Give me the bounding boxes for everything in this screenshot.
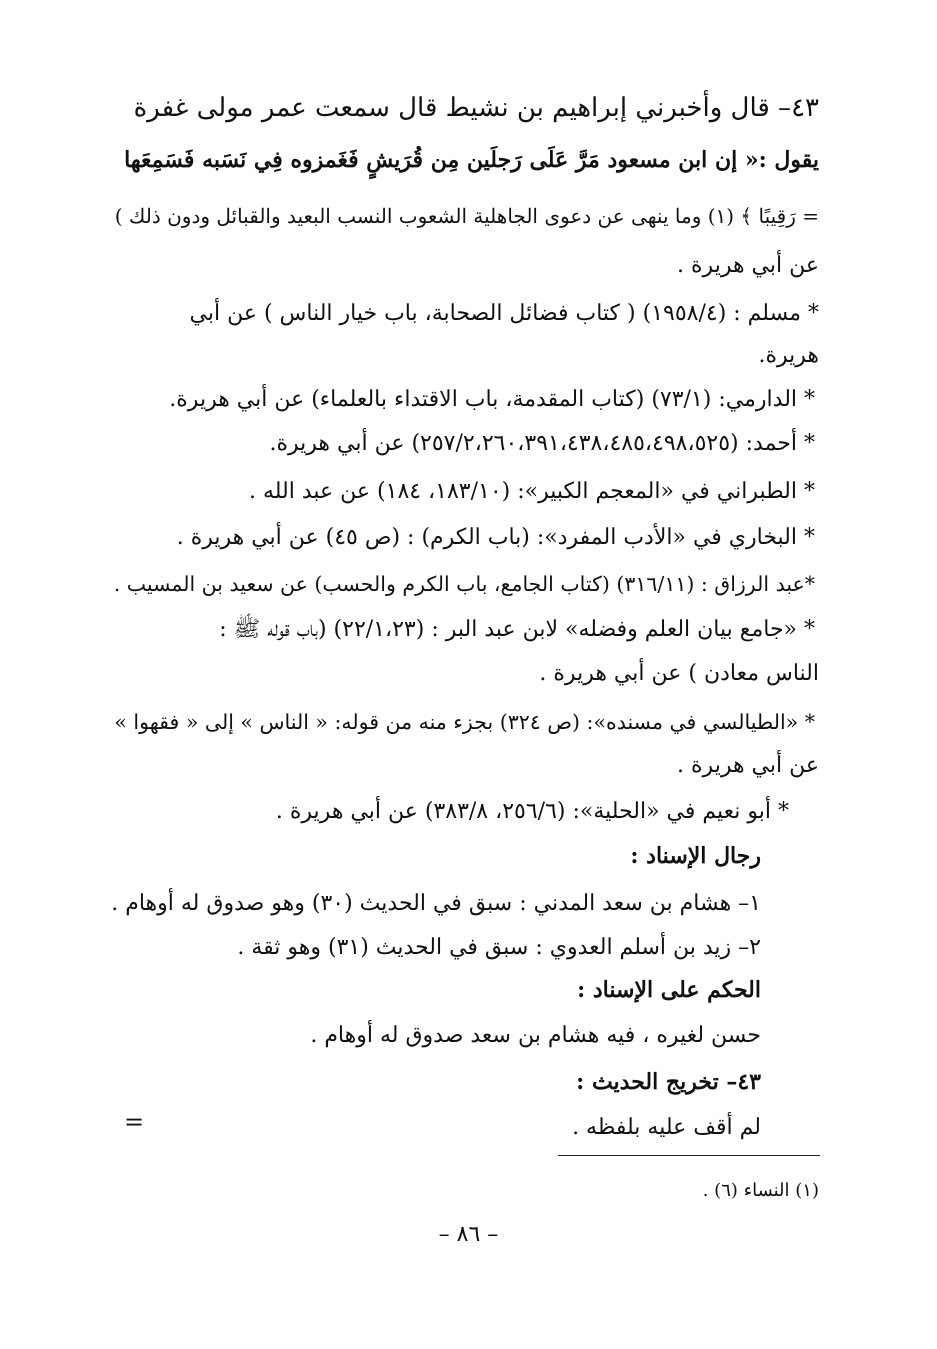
text-line-3: = رَقِيبًا ﴾ (١) وما ينهى عن دعوى الجاهلية الشعوب النسب البعيد والقبائل ودون ذلك )	[114, 204, 819, 228]
takhrij-tayalisi: * «الطيالسي في مسنده»: (ص ٣٢٤) بجزء منه من قوله: « الناس » إلى « فقهوا »	[114, 710, 815, 734]
heading-rijal: رجال الإسناد :	[630, 843, 761, 869]
heading-takhrij-43: ٤٣– تخريج الحديث :	[576, 1069, 761, 1095]
takhrij-ibn-abd-albarr: * «جامع بيان العلم وفضله» لابن عبد البر : (٢٢/١،٢٣) (باب قوله ﷺ :	[219, 617, 815, 642]
takhrij-abdulrazzaq: *عبد الرزاق : (٣١٦/١١) (كتاب الجامع، باب الكرم والحسب) عن سعيد بن المسيب .	[113, 572, 815, 596]
takhrij-bukhari: * البخاري في «الأدب المفرد»: (باب الكرم) : (ص ٤٥) عن أبي هريرة .	[176, 525, 815, 550]
rawi-2: ٢– زيد بن أسلم العدوي : سبق في الحديث (٣١) وهو ثقة .	[237, 935, 761, 960]
text-line-4: عن أبي هريرة .	[677, 253, 819, 278]
page-number: – ٨٦ –	[438, 1222, 499, 1247]
takhrij-muslim: * مسلم : (١٩٥٨/٤) ( كتاب فضائل الصحابة، باب خيار الناس ) عن أبي	[189, 301, 819, 326]
footnote: (١) النساء (٦) .	[702, 1180, 819, 1201]
footnote-separator	[558, 1155, 820, 1156]
hukm-text: حسن لغيره ، فيه هشام بن سعد صدوق له أوهام .	[310, 1023, 761, 1048]
continuation-mark: =	[124, 1108, 145, 1136]
takhrij-darimi: * الدارمي: (٧٣/١) (كتاب المقدمة، باب الاقتداء بالعلماء) عن أبي هريرة.	[169, 387, 815, 412]
takhrij-tabarani: * الطبراني في «المعجم الكبير»: (١٨٣/١٠، ١٨٤) عن عبد الله .	[248, 479, 815, 504]
takhrij-43-text: لم أقف عليه بلفظه .	[572, 1115, 761, 1140]
hadith-text-line-2: يقول :« إن ابن مسعود مَرَّ عَلَى رَجلَين مِن قُرَيشٍ فَغَمزوه فِي نَسَبه فَسَمِعَها	[124, 147, 819, 173]
heading-hukm: الحكم على الإسناد :	[577, 977, 761, 1003]
takhrij-ahmad: * أحمد: (٢٥٧/٢،٢٦٠،٣٩١،٤٣٨،٤٨٥،٤٩٨،٥٢٥) عن أبي هريرة.	[269, 431, 815, 456]
rawi-1: ١– هشام بن سعد المدني : سبق في الحديث (٣٠) وهو صدوق له أوهام .	[111, 891, 761, 916]
hadith-text-line-1: ٤٣– قال وأخبرني إبراهيم بن نشيط قال سمعت عمر مولى غفرة	[133, 93, 819, 123]
takhrij-muslim-cont: هريرة.	[758, 343, 819, 368]
takhrij-abu-nuaym: * أبو نعيم في «الحلية»: (٢٥٦/٦، ٣٨٣/٨) عن أبي هريرة .	[275, 799, 789, 824]
takhrij-ibn-abd-albarr-cont: الناس معادن ) عن أبي هريرة .	[539, 661, 819, 686]
takhrij-tayalisi-cont: عن أبي هريرة .	[677, 753, 819, 778]
